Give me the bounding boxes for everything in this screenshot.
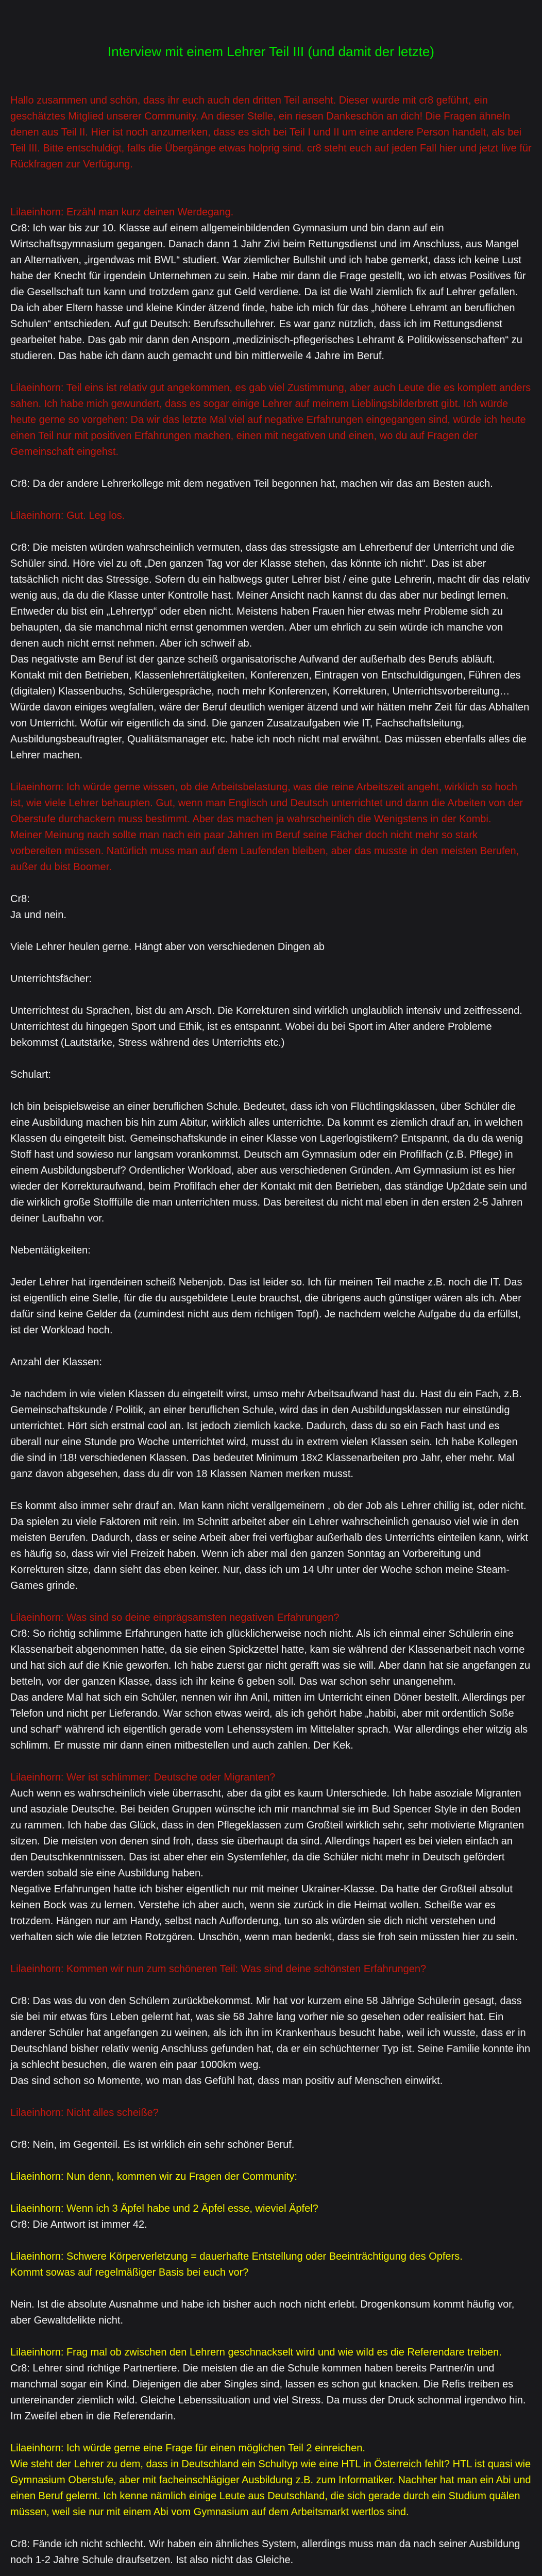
answer-text: Cr8: Fände ich nicht schlecht. Wir haben ein ähnliches System, allerdings muss man da nach seiner Ausbildung noch 1-2 Jahre Schule draufsetzen. Ist also nicht das Gleiche. [10,2538,523,2566]
answer-text: Das andere Mal hat sich ein Schüler, nennen wir ihn Anil, mitten im Unterricht einen Döner bestellt. Allerdings per Telefon und nicht per Lieferando. War schon etwas weird, als ich gehört habe „habibi, aber mit ordentlich Soße und scharf“ während ich eigentlich gerade vom Lehenssystem im Mittelalter sprach. War allerdings eher witzig als schlimm. Er musste mir dann einen mitbestellen und auch zahlen. Der Kek. [10,1692,531,1751]
article-title: Interview mit einem Lehrer Teil III (und damit der letzte) [108,44,434,59]
answer-text: Ich bin beispielsweise an einer beruflichen Schule. Bedeutet, dass ich von Flüchtlingsklassen, über Schüler die eine Ausbildung machen bis hin zum Abitur, wirklich alles unterrichte. Da kommt es ziemlich drauf an, in welchen Klassen du eingeteilt bist. Gemeinschaftskunde in einer Klasse von Lagerlogistikern? Entspannt, da du da wenig Stoff hast und sowieso nur langsam vorankommst. Deutsch am Gymnasium oder ein Profilfach (z.B. Pflege) in einem Ausbildungsberuf? Ordentlicher Workload, aber aus verschiedenen Gründen. Am Gymnasium ist es hier wieder der Korrekturaufwand, beim Profilfach eher der Kontakt mit den Betrieben, das ständige Up2date sein und die wirklich große Stofffülle die man unterrichten muss. Das bereitest du nicht mal eben in den ersten 2-5 Jahren deiner Laufbahn vor. [10,1101,530,1224]
answer-text: Es kommt also immer sehr drauf an. Man kann nicht verallgemeinern , ob der Job als Lehrer chillig ist, oder nicht. Da spielen zu viele Faktoren mit rein. Im Schnitt arbeitet aber ein Lehrer wahrscheinlich genauso viel wie in den meisten Berufen. Dadurch, dass er seine Arbeit aber frei verfügbar außerhalb des Unterrichts einteilen kann, wirkt es häufig so, dass wir viel Freizeit haben. Wenn ich aber mal den ganzen Sonntag an Vorbereitung und Korrekturen sitze, dann sieht das eben keiner. Nur, dass ich um 14 Uhr unter der Woche schon meine Steam-Games grinde. [10,1500,531,1591]
answer-text: Schulart: [10,1069,51,1080]
answer-text: Cr8: Das was du von den Schülern zurückbekommst. Mir hat vor kurzem eine 58 Jährige Schülerin gesagt, dass sie bei mir etwas fürs Leben gelernt hat, was sie 58 Jahre lang vorher nie so gesehen oder realisiert hat. Ein anderer Schüler hat angefangen zu weinen, als ich ihn im Krankenhaus besucht habe, weil ich wusste, dass er in Deutschland bisher relativ wenig Anschluss gefunden hat, da er ein schüchterner Typ ist. Seine Familie konnte ihn ja schlecht besuchen, die waren ein paar 1000km weg. [10,1995,533,2071]
answer-text: Cr8: Die meisten würden wahrscheinlich vermuten, dass das stressigste am Lehrerberuf der Unterricht und die Schüler sind. Höre viel zu oft „Den ganzen Tag vor der Klasse stehen, das könnte ich nicht“. Das ist aber tatsächlich nicht das Stressige. Sofern du ein halbwegs guter Lehrer bist / eine gute Lehrerin, macht dir das relativ wenig aus, da du die Klasse unter Kontrolle hast. Meiner Ansicht nach kannst du das aber nur bedingt lernen. Entweder du bist ein „Lehrertyp“ oder eben nicht. Meistens haben Frauen hier etwas mehr Probleme sich zu behaupten, da sie manchmal nicht ernst genommen werden. Aber um ehrlich zu sein würde ich manche von denen auch nicht ernst nehmen. Aber ich schweif ab. [10,542,533,649]
answer-text: Anzahl der Klassen: [10,1357,102,1368]
answer-text: Das negativste am Beruf ist der ganze scheiß organisatorische Aufwand der außerhalb des Berufs abläuft. Kontakt mit den Betrieben, Klassenlehrertätigkeiten, Konferenzen, Eintragen von Entschuldigungen, Führen des (digitalen) Klassenbuchs, Schülergespräche, noch mehr Konferenzen, Korrekturen, Unterrichtsvorbereitung… Würde davon einiges wegfallen, wäre der Beruf deutlich weniger ätzend und wir hätten mehr Zeit für das Abhalten von Unterricht. Wofür wir eigentlich da sind. Die ganzen Zusatzaufgaben wie IT, Fachschaftsleitung, Ausbildungsbeauftragter, Qualitätsmanager etc. habe ich noch nicht mal erwähnt. Das müssen ebenfalls alles die Lehrer machen. [10,654,532,761]
interviewer-text: Lilaeinhorn: Kommen wir nun zum schöneren Teil: Was sind deine schönsten Erfahrungen? [10,1963,427,1975]
answer-text: Unterrichtest du Sprachen, bist du am Arsch. Die Korrekturen sind wirklich unglaublich intensiv und zeitfressend. Unterrichtest du hingegen Sport und Ethik, ist es entspannt. Wobei du bei Sport im Alter andere Probleme bekommst (Lautstärke, Stress während des Unterrichts etc.) [10,1005,526,1048]
community-question: Lilaeinhorn: Frag mal ob zwischen den Lehrern geschnackselt wird und wie wild es die Referendare treiben. [10,2347,502,2358]
answer-text: Ja und nein. [10,909,66,921]
interviewer-text: Lilaeinhorn: Erzähl man kurz deinen Werdegang. [10,207,234,218]
answer-text: Nein. Ist die absolute Ausnahme und habe ich bisher auch noch nicht erlebt. Drogenkonsum kommt häufig vor, aber Gewaltdelikte nicht. [10,2299,517,2326]
answer-text: Cr8: Nein, im Gegenteil. Es ist wirklich ein sehr schöner Beruf. [10,2139,295,2150]
community-question: Lilaeinhorn: Schwere Körperverletzung = dauerhafte Entstellung oder Beeinträchtigung des Opfers. [10,2251,463,2262]
community-question: Lilaeinhorn: Ich würde gerne eine Frage für einen möglichen Teil 2 einreichen. [10,2443,365,2454]
answer-text: Cr8: Lehrer sind richtige Partnertiere. Die meisten die an die Schule kommen haben bereits Partner/in und manchmal sogar ein Kind. Diejenigen die aber Singles sind, lassen es schon gut knacken. Die Refis treiben es untereinander ziemlich wild. Gleiche Lebenssituation und viel Stress. Da muss der Druck schonmal irgendwo hin. Im Zweifel eben in die Referendarin. [10,2363,529,2422]
answer-text: Jeder Lehrer hat irgendeinen scheiß Nebenjob. Das ist leider so. Ich für meinen Teil mache z.B. noch die IT. Das ist eigentlich eine Stelle, für die du ausgebildete Leute brauchst, die übrigens auch günstiger wären als ich. Aber dafür sind keine Gelder da (zumindest nicht aus dem richtigen Topf). Je nachdem welche Aufgabe du da erfüllst, ist der Workload hoch. [10,1277,526,1336]
answer-text: Viele Lehrer heulen gerne. Hängt aber von verschiedenen Dingen ab [10,941,325,953]
community-question: Wie steht der Lehrer zu dem, dass in Deutschland ein Schultyp wie eine HTL in Österreich fehlt? HTL ist quasi wie Gymnasium Oberstufe, aber mit facheinschlägiger Ausbildung z.B. zum Informatiker. Nachher hat man ein Abi und einen Beruf gelernt. Ich kenne nämlich einige Leute aus Deutschland, die sich gerade durch ein Studium quälen müssen, weil sie nur mit einem Abi vom Gymnasium auf dem Arbeitsmarkt wertlos sind. [10,2459,534,2518]
community-question: Lilaeinhorn: Nun denn, kommen wir zu Fragen der Community: [10,2171,297,2182]
interviewer-text: Lilaeinhorn: Was sind so deine einprägsamsten negativen Erfahrungen? [10,1612,340,1623]
interviewer-text: Hallo zusammen und schön, dass ihr euch auch den dritten Teil anseht. Dieser wurde mit cr8 geführt, ein geschätztes Mitglied unserer Community. An dieser Stelle, ein riesen Dankeschön an dich! Die Fragen ähneln denen aus Teil II. Hier ist noch anzumerken, dass es sich bei Teil I und II um eine andere Person handelt, als bei Teil III. Bitte entschuldigt, falls die Übergänge etwas holprig sind. cr8 steht euch auf jeden Fall hier und jetzt live für Rückfragen zur Verfügung. [10,95,535,170]
interviewer-text: Meiner Meinung nach sollte man nach ein paar Jahren im Beruf seine Fächer doch nicht mehr so stark vorbereiten müssen. Natürlich muss man auf dem Laufenden bleiben, aber das musste in den meisten Berufen, außer du bist Boomer. [10,829,522,873]
interview-content [10,93,535,2576]
interviewer-text: Lilaeinhorn: Gut. Leg los. [10,510,125,521]
answer-text: Je nachdem in wie vielen Klassen du eingeteilt wirst, umso mehr Arbeitsaufwand hast du. Hast du ein Fach, z.B. Gemeinschaftskunde / Politik, an einer beruflichen Schule, wird das in den Ausbildungsklassen nur einstündig unterrichtet. Hört sich erstmal cool an. Ist jedoch ziemlich kacke. Dadurch, dass du so ein Fach hast und es überall nur eine Stunde pro Woche unterrichtet wird, musst du in extrem vielen Klassen sein. Ich habe Kollegen die sind in !18! verschiedenen Klassen. Das bedeutet Minimum 18x2 Klassenarbeiten pro Jahr, eher mehr. Mal ganz davon abgesehen, dass du dir von 18 Klassen Namen merken musst. [10,1388,525,1480]
answer-text: Nebentätigkeiten: [10,1245,91,1256]
answer-text: Cr8: [10,893,30,905]
answer-text: Cr8: Ich war bis zur 10. Klasse auf einem allgemeinbildenden Gymnasium und bin dann auf ein Wirtschaftsgymnasium gegangen. Danach dann 1 Jahr Zivi beim Rettungsdienst und im Anschluss, aus Mangel an Alternativen, „irgendwas mit BWL“ studiert. War ziemlicher Bullshit und ich habe gemerkt, dass ich keine Lust habe der Knecht für irgendein Unternehmen zu sein. Habe mir dann die Frage gestellt, wo ich etwas Positives für die Gesellschaft tun kann und trotzdem ganz gut Geld verdiene. Da ist die Wahl ziemlich fix auf Lehrer gefallen. Da ich aber Eltern hasse und kleine Kinder ätzend finde, habe ich mich für das „höhere Lehramt an beruflichen Schulen“ entschieden. Auf gut Deutsch: Berufsschullehrer. Es war ganz nützlich, dass ich im Rettungsdienst gearbeitet habe. Das gab mir dann den Ansporn „medizinisch-pflegerisches Lehramt & Politikwissenschaften“ zu studieren. Das habe ich dann auch gemacht und bin mittlerweile 4 Jahre im Beruf. [10,223,529,362]
community-question: Kommt sowas auf regelmäßiger Basis bei euch vor? [10,2267,249,2278]
answer-text: Das sind schon so Momente, wo man das Gefühl hat, dass man positiv auf Menschen einwirkt. [10,2075,443,2087]
interviewer-text: Lilaeinhorn: Ich würde gerne wissen, ob die Arbeitsbelastung, was die reine Arbeitszeit angeht, wirklich so hoch ist, wie viele Lehrer behaupten. Gut, wenn man Englisch und Deutsch unterrichtet und dann die Arbeiten von der Oberstufe durchackern muss bestimmt. Aber das machen ja wahrscheinlich die Wenigstens in der Kombi. [10,782,526,825]
answer-text: Negative Erfahrungen hatte ich bisher eigentlich nur mit meiner Ukrainer-Klasse. Da hatte der Großteil absolut keinen Bock was zu lernen. Verstehe ich aber auch, wenn sie zurück in die Heimat wollen. Scheiße war es trotzdem. Hängen nur am Handy, selbst nach Aufforderung, tun so als würden sie dich nicht verstehen und verhalten sich wie die letzten Rotzgören. Unschön, wenn man bedenkt, dass sie froh sein müssten hier zu sein. [10,1884,518,1943]
answer-text: Cr8: So richtig schlimme Erfahrungen hatte ich glücklicherweise noch nicht. Als ich einmal einer Schülerin eine Klassenarbeit abgenommen hatte, da sie einen Spickzettel hatte, kam sie während der Klassenarbeit nach vorne und hat sich auf die Knie geworfen. Ich habe zuerst gar nicht gerafft was sie will. Aber dann hat sie angefangen zu betteln, vor der ganzen Klasse, dass ich ihr keine 6 geben soll. Das war schon sehr unangenehm. [10,1628,533,1687]
answer-text: Cr8: Da der andere Lehrerkollege mit dem negativen Teil begonnen hat, machen wir das am Besten auch. [10,478,493,489]
interviewer-text: Lilaeinhorn: Teil eins ist relativ gut angekommen, es gab viel Zustimmung, aber auch Leute die es komplett anders sahen. Ich habe mich gewundert, dass es sogar einige Lehrer auf meinem Lieblingsbilderbrett gibt. Ich würde heute gerne so vorgehen: Da wir das letzte Mal viel auf negative Erfahrungen eingegangen sind, würde ich heute einen Teil nur mit positiven Erfahrungen machen, einen mit negativen und einen, wo du auf Fragen der Gemeinschaft eingehst. [10,382,534,457]
answer-text: Unterrichtsfächer: [10,973,92,985]
community-question: Lilaeinhorn: Wenn ich 3 Äpfel habe und 2 Äpfel esse, wieviel Äpfel? [10,2203,318,2214]
interviewer-text: Lilaeinhorn: Nicht alles scheiße? [10,2107,159,2119]
interviewer-text: Lilaeinhorn: Wer ist schlimmer: Deutsche oder Migranten? [10,1772,276,1783]
answer-text: Auch wenn es wahrscheinlich viele überrascht, aber da gibt es kaum Unterschiede. Ich habe asoziale Migranten und asoziale Deutsche. Bei beiden Gruppen wünsche ich mir manchmal sie im Bud Spencer Style in den Boden zu rammen. Ich habe das Glück, dass in den Pflegeklassen zum Großteil wirklich sehr, sehr motivierte Migranten sitzen. Die meisten von denen sind froh, dass sie überhaupt da sind. Allerdings hapert es bei vielen einfach an den Deutschkenntnissen. Das ist aber eher ein Systemfehler, da die Schüler nicht mehr in Deutsch gefördert werden sobald sie eine Ausbildung haben. [10,1788,527,1879]
answer-text: Cr8: Die Antwort ist immer 42. [10,2219,147,2230]
